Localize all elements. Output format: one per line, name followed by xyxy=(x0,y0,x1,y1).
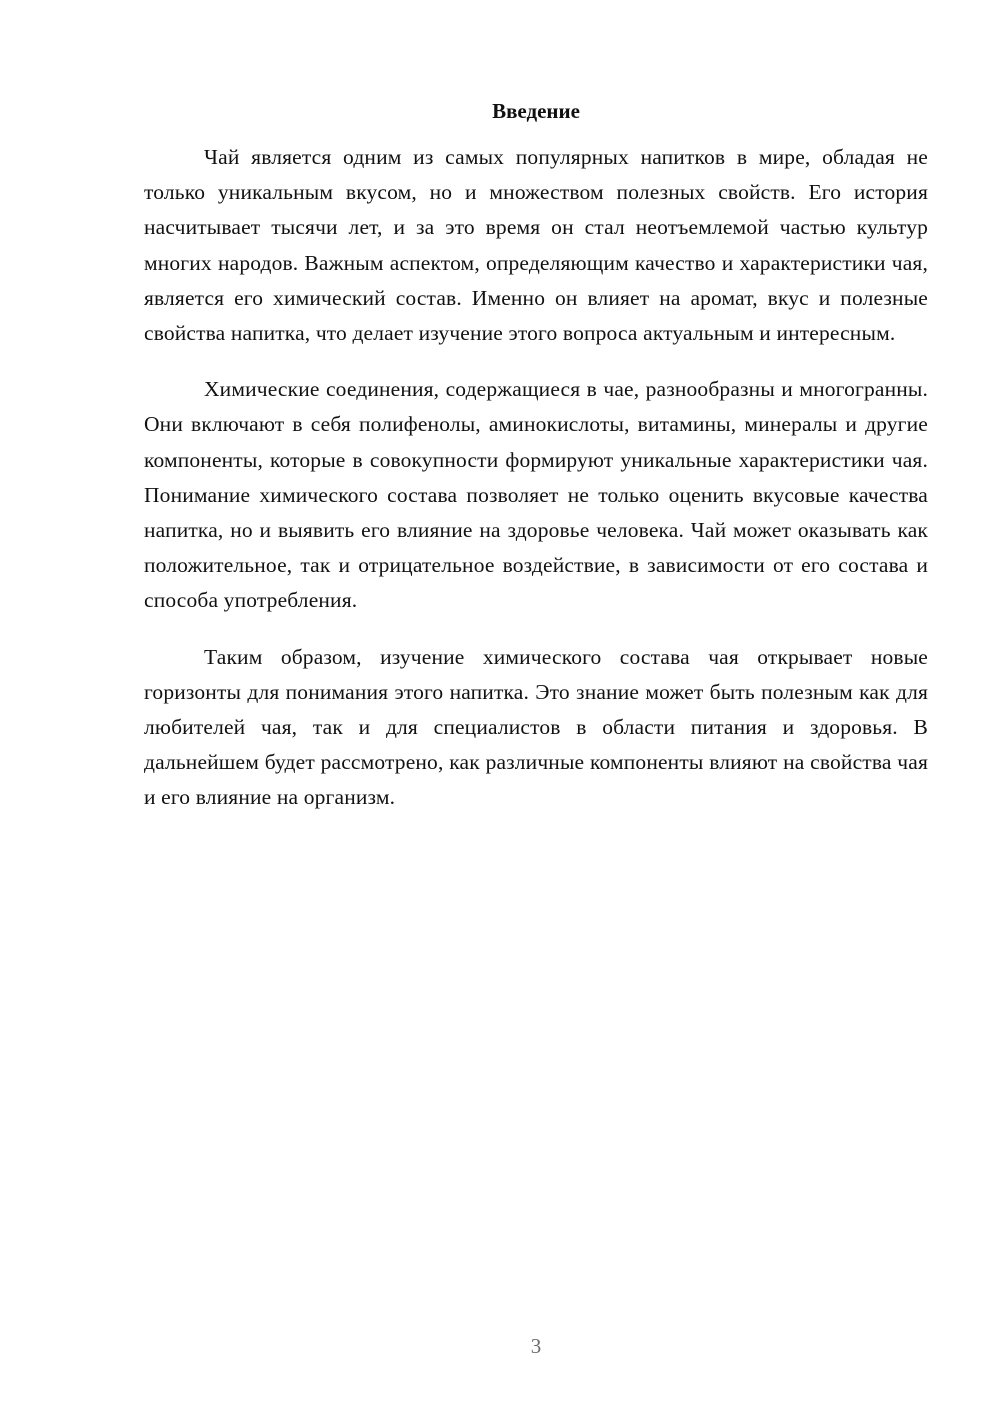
page-content xyxy=(144,96,928,837)
paragraph-3: Таким образом, изучение химического состава чая открывает новые горизонты для понимания этого напитка. Это знание может быть полезным как для любителей чая, так и для специалистов в области питания и здоровья. В дальнейшем будет рассмотрено, как различные компоненты влияют на свойства чая и его влияние на организм. xyxy=(144,644,928,810)
paragraph-1: Чай является одним из самых популярных напитков в мире, обладая не только уникальным вкусом, но и множеством полезных свойств. Его история насчитывает тысячи лет, и за это время он стал неотъемлемой частью культур многих народов. Важным аспектом, определяющим качество и характеристики чая, является его химический состав. Именно он влияет на аромат, вкус и полезные свойства напитка, что делает изучение этого вопроса актуальным и интересным. xyxy=(144,145,928,346)
section-title: Введение xyxy=(492,99,580,123)
page-number: 3 xyxy=(530,1334,542,1358)
paragraph-2: Химические соединения, содержащиеся в чае, разнообразны и многогранны. Они включают в себя полифенолы, аминокислоты, витамины, минералы и другие компоненты, которые в совокупности формируют уникальные характеристики чая. Понимание химического состава позволяет не только оценить вкусовые качества напитка, но и выявить его влияние на здоровье человека. Чай может оказывать как положительное, так и отрицательное воздействие, в зависимости от его состава и способа употребления. xyxy=(144,377,928,613)
